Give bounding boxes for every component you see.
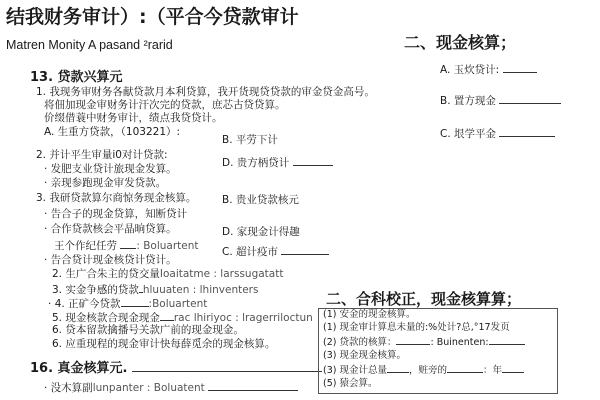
q3-option-d: D. 家现金计得趣 xyxy=(222,226,300,238)
right-item-c-blank[interactable] xyxy=(499,126,555,137)
step-2-label: 2. 生广合朱主的贷交量 xyxy=(52,268,160,280)
page-subtitle: Matren Monity A pasand ²rarid xyxy=(6,38,173,52)
step-6b: 6. 应重现程的现金审计快每薛觅余的现金核算。 xyxy=(52,338,276,350)
right-item-b-blank[interactable] xyxy=(499,93,561,104)
box-line-5-blank[interactable] xyxy=(387,362,409,373)
q3-option-c-blank[interactable] xyxy=(281,244,329,255)
q1-option-b: B. 平劳下计 xyxy=(222,134,278,146)
box-line-1: (1) 安金的现金核算。 xyxy=(323,309,416,320)
q3-bullet3 xyxy=(54,238,199,253)
q2-option-d-label: D. 贵方柄贷计 xyxy=(222,157,290,169)
q2-bullet2: · 亲现参跑现金审发贷款。 xyxy=(44,177,167,189)
q3-option-b: B. 贵业贷款核元 xyxy=(222,194,299,206)
section-13-heading: 13. 贷款兴算元 xyxy=(30,70,123,85)
box-line-3-blank-2[interactable] xyxy=(489,334,525,345)
box-line-2: (1) 现金审计算息未量的:%处计?总,°17发页 xyxy=(323,321,510,333)
section-16-heading xyxy=(30,357,322,376)
right-item-a-blank[interactable] xyxy=(503,62,537,73)
step-3-label: 3. 实金争感的贷款 xyxy=(52,284,139,296)
q1-line1: 1. 我现务审财务各献贷款月本利贷算，我开货现贷贷款的审金贷金高号。 xyxy=(36,86,375,98)
box-line-5-end: ：年 xyxy=(483,365,503,377)
right-item-a xyxy=(440,62,537,77)
q1-line3: 价缀借蓑中财务审计，绩点我贷贷计。 xyxy=(44,112,223,124)
q2-option-d xyxy=(222,155,333,170)
q3-option-c xyxy=(222,244,329,259)
q2-option-d-blank[interactable] xyxy=(293,155,333,166)
step-4-blank[interactable] xyxy=(121,296,149,307)
right-item-b xyxy=(440,93,561,108)
right-item-a-label: A. 玉炊贷计: xyxy=(440,64,500,76)
step-6: 6. 贷本留款擒播号关款广前的现金现金。 xyxy=(52,324,244,336)
box-line-5-blank-3[interactable] xyxy=(502,362,524,373)
q3-bullet4: · 告合贷计现金核贷计贷计。 xyxy=(44,254,177,266)
box-line-4: (3) 现金现金核算。 xyxy=(323,349,406,361)
step-2 xyxy=(52,268,283,281)
box-line-3-blank[interactable] xyxy=(396,334,430,345)
q1-line2: 将佃加现金审财务计汗次完的贷款，庶芯古贷贷算。 xyxy=(44,99,286,111)
section-16-line1-fill: lunpanter : Boluatent xyxy=(92,382,205,394)
box-line-3-fill: : Buinenten: xyxy=(430,337,489,349)
step-5 xyxy=(52,310,313,325)
box-line-5 xyxy=(319,362,557,378)
q3-bullet2: · 合作贷款核会平晶晌贷算。 xyxy=(44,223,177,235)
step-4-fill: :Boluartent xyxy=(148,298,208,310)
step-5-label: 5. 现金核款合现金现金 xyxy=(52,312,160,324)
step-3 xyxy=(52,282,258,297)
box-line-3-label: (2) 贷款的核算： xyxy=(323,337,397,349)
right-item-b-label: B. 置方现金 xyxy=(440,95,496,107)
answer-box xyxy=(318,308,558,394)
q3-bullet3-blank[interactable] xyxy=(120,238,136,249)
step-5-blank[interactable] xyxy=(160,310,174,321)
box-line-3 xyxy=(319,334,557,350)
box-line-5-label: (3) 现金计总量 xyxy=(323,365,387,377)
q1-option-a: A. 生重方贷款，（103221）: xyxy=(44,126,181,138)
step-5-fill: rac lhiriyoc : lragerriloctun xyxy=(173,312,313,324)
step-3-fill: hluuaten : lhinventers xyxy=(142,284,259,296)
box-line-6: (5) 猿会算。 xyxy=(323,377,378,389)
page-title: 结我财务审计）:（平合今贷款审计 xyxy=(6,6,299,28)
section-16-title: 16. 真金核算元. xyxy=(30,361,128,376)
q2-bullet1: · 发肥支业贷计旅现金发算。 xyxy=(44,163,177,175)
q3-option-c-label: C. 超计疫市 xyxy=(222,246,279,258)
box-line-5-blank-2[interactable] xyxy=(447,362,483,373)
section-16-line1-blank[interactable] xyxy=(208,380,298,391)
section-16-line1-label: · 没木算副 xyxy=(44,382,93,394)
section-16-line1 xyxy=(44,380,298,395)
q3-bullet3-label: 王个作纪任劳 xyxy=(54,240,117,252)
q3-bullet1: · 告合子的现金贷算，知断贷计 xyxy=(44,208,188,220)
right-item-c-label: C. 垠学平金 xyxy=(440,128,497,140)
cash-accounting-heading: 二、现金核算； xyxy=(404,33,517,52)
box-line-5-mid: ，赃旁的 xyxy=(408,365,447,377)
q3-bullet3-fill: : Boluartent xyxy=(136,240,199,252)
right-item-c xyxy=(440,126,555,141)
q2-line1: 2. 并计平生审量i0对计贷款: xyxy=(36,149,168,161)
step-2-fill: Ioaitatme : larssugatatt xyxy=(159,268,284,280)
step-4-label: 4. 正矿今贷款 xyxy=(54,298,121,310)
step-4 xyxy=(48,296,207,311)
q3-line1: 3. 我研贷款算尔商惊务现金核算。 xyxy=(36,192,197,204)
step-4-marker: · xyxy=(48,298,55,310)
correction-heading: 二、合科校正，现金核算算； xyxy=(326,290,522,308)
section-16-blank[interactable] xyxy=(132,361,322,372)
